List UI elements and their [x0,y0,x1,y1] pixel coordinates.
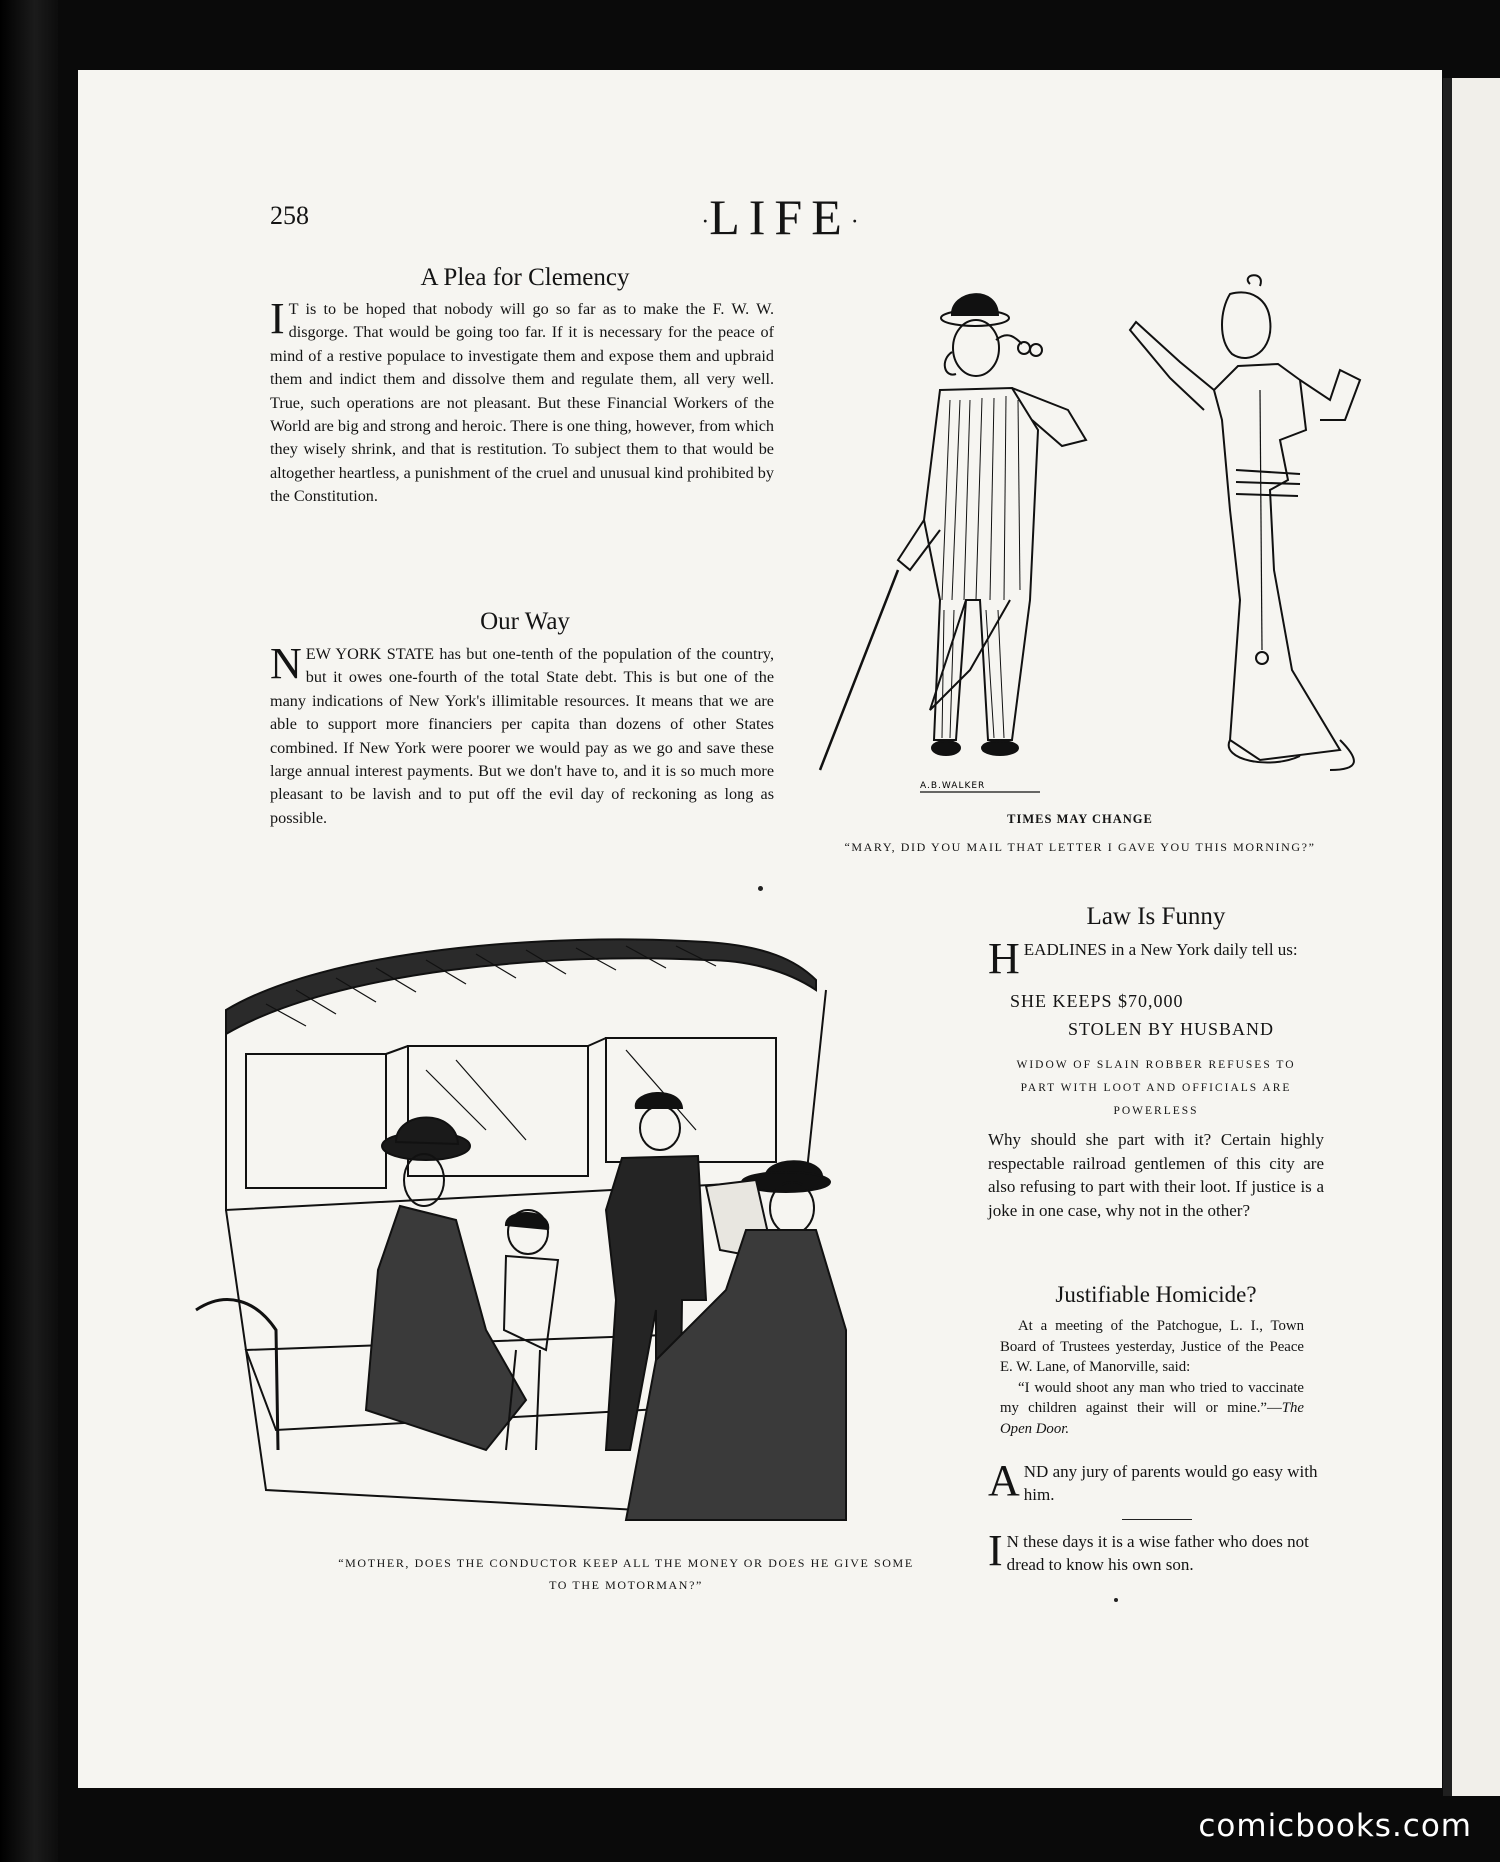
homicide-quote-line [1000,1378,1304,1440]
separator-dot [758,886,763,891]
facing-page [1452,78,1500,1796]
section-rule [1122,1519,1192,1520]
headline-subhead: WIDOW OF SLAIN ROBBER REFUSES TO PART WITH LOOT AND OFFICIALS ARE POWERLESS [1016,1059,1296,1117]
plea-body: T is to be hoped that nobody will go so far as to make the F. W. W. disgorge. That would be going too far. If it is necessary for the peace of mind of a restive populace to investigate them and expose them and upbraid them and indict them and dissolve them and regulate them, all very well. True, such operations are not pleasant. But these Financial Workers of the World are big and strong and heroic. There is one thing, however, from which they wisely shrink, and that is restitution. To subject them to that would be altogether heartless, a punishment of the cruel and unusual kind prohibited by the Constitution. [270,300,774,506]
our-way-dropcap: N [270,639,302,688]
times-may-change-title: TIMES MAY CHANGE [1007,812,1153,826]
end-dot [1114,1598,1118,1602]
homicide-response-text: ND any jury of parents would go easy with him. [1023,1462,1318,1505]
wise-father-dropcap: I [988,1526,1003,1575]
page-number: 258 [270,201,309,230]
illustration-streetcar [186,930,966,1530]
homicide-quote-block [1000,1316,1304,1439]
homicide-quote-source: The Open Door. [1000,1400,1304,1437]
homicide-dropcap: A [988,1456,1020,1505]
law-funny-intro-text: EADLINES in a New York daily tell us: [1023,940,1298,959]
watermark: comicbooks.com [1198,1808,1472,1844]
headline-line1: SHE KEEPS $70,000 [1010,991,1184,1011]
law-funny-dropcap: H [988,934,1020,983]
masthead: ·LIFE· [701,189,859,245]
homicide-quote-intro: At a meeting of the Patchogue, L. I., Town Board of Trustees yesterday, Justice of the Peace E. W. Lane, of Manorville, said: [1000,1318,1304,1375]
plea-title: A Plea for Clemency [420,264,630,291]
homicide-title: Justifiable Homicide? [1055,1282,1257,1307]
law-funny-body: Why should she part with it? Certain highly respectable railroad gentlemen of this city are also refusing to part with their loot. If justice is a joke in one case, why not in the other? [988,1130,1324,1220]
plea-article [270,294,774,509]
law-funny-intro [988,934,1324,983]
streetcar-caption: “MOTHER, DOES THE CONDUCTOR KEEP ALL THE MONEY OR DOES HE GIVE SOME TO THE MOTORMAN?” [338,1556,914,1592]
illustration-signature: A.B.WALKER [920,781,986,791]
wise-father-body: N these days it is a wise father who does not dread to know his own son. [1006,1532,1309,1575]
our-way-title: Our Way [480,608,570,635]
binding-spine [0,0,58,1862]
illustration-times-may-change [800,270,1400,800]
our-way-article [270,639,774,830]
headline-line2: STOLEN BY HUSBAND [1068,1019,1275,1039]
plea-dropcap: I [270,294,285,343]
masthead-title: LIFE [709,189,851,245]
our-way-body: EW YORK STATE has but one-tenth of the population of the country, but it owes one-fourth of the total State debt. This is but one of the many indications of New York's illimitable resources. It means that we are able to support more financiers per capita than dozens of other States combined. If New York were poorer we would pay as we go and save these large annual interest payments. But we don't have to, and it is so much more pleasant to be lavish and to put off the evil day of reckoning as long as possible. [270,645,774,827]
gutter-edge [1443,78,1452,1796]
wise-father-article [988,1526,1324,1577]
homicide-quote: “I would shoot any man who tried to vaccinate my children against their will or mine.”— [1000,1379,1304,1416]
homicide-response [988,1456,1324,1507]
law-funny-title: Law Is Funny [1086,903,1226,930]
times-may-change-caption: “MARY, DID YOU MAIL THAT LETTER I GAVE YOU THIS MORNING?” [844,840,1316,854]
